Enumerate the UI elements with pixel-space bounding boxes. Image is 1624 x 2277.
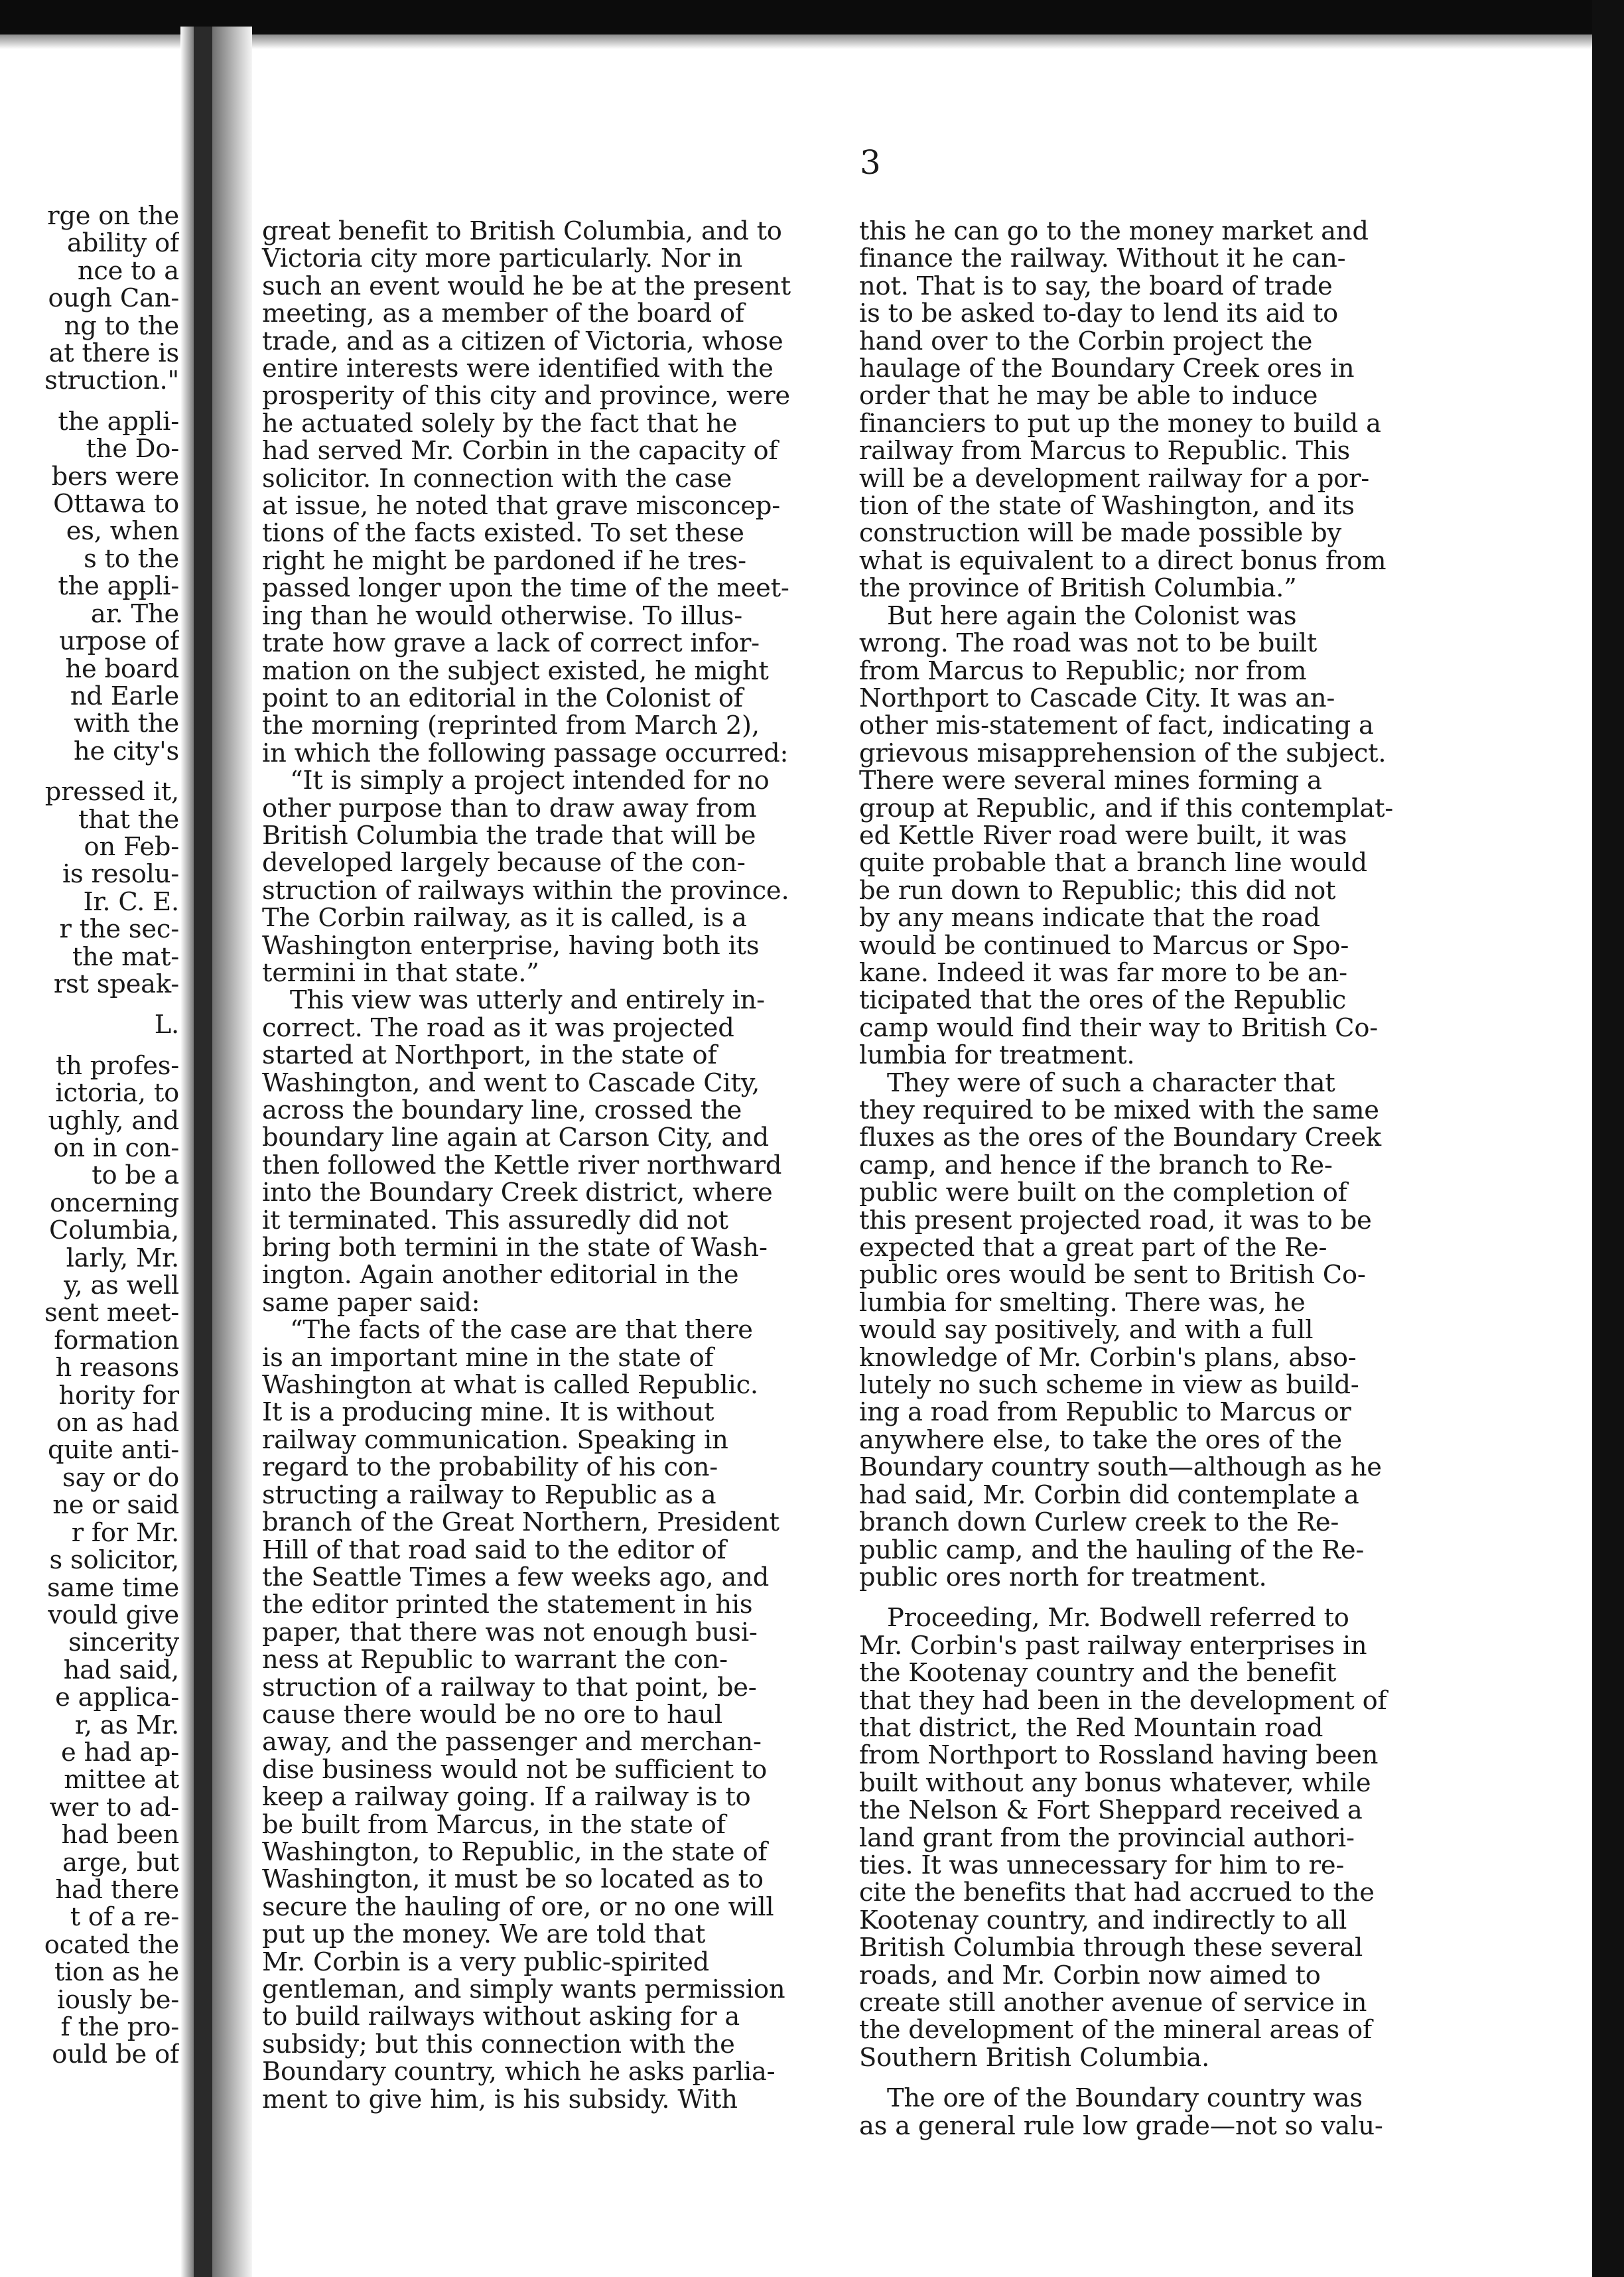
text-line: had said, Mr. Corbin did contemplate a — [859, 1480, 1359, 1510]
fragment-line: sent meet- — [44, 1298, 179, 1328]
fragment-line: the appli- — [58, 571, 179, 602]
text-line: be built from Marcus, in the state of — [262, 1809, 726, 1840]
fragment-line: sincerity — [68, 1627, 179, 1658]
fragment-line: Columbia, — [48, 1215, 179, 1246]
fragment-line: mittee at — [64, 1765, 179, 1795]
text-line: knowledge of Mr. Corbin's plans, abso- — [859, 1342, 1357, 1373]
fragment-line: to be a — [92, 1160, 179, 1191]
text-line: tions of the facts existed. To set these — [262, 518, 744, 549]
fragment-line: y, as well — [64, 1271, 179, 1301]
text-line: There were several mines forming a — [859, 766, 1322, 796]
text-line: as a general rule low grade—not so valu- — [859, 2110, 1383, 2141]
text-line: bring both termini in the state of Wash- — [262, 1233, 768, 1263]
fragment-line: nd Earle — [70, 681, 179, 711]
text-line: what is equivalent to a direct bonus from — [859, 545, 1387, 576]
text-line: secure the hauling of ore, or no one will — [262, 1892, 774, 1922]
text-line: this he can go to the money market and — [859, 216, 1369, 246]
fragment-line: tion as he — [54, 1957, 179, 1988]
text-line: boundary line again at Carson City, and — [262, 1123, 769, 1153]
text-line: structing a railway to Republic as a — [262, 1480, 716, 1510]
middle-text-column — [262, 218, 846, 2113]
fragment-line: on in con- — [53, 1133, 179, 1163]
text-line: meeting, as a member of the board of — [262, 299, 744, 329]
text-line: Kootenay country, and indirectly to all — [859, 1905, 1347, 1935]
text-line: camp, and hence if the branch to Re- — [859, 1150, 1333, 1180]
fragment-line: nce to a — [77, 255, 179, 286]
text-line: trade, and as a citizen of Victoria, whose — [262, 326, 783, 356]
text-line: great benefit to British Columbia, and to — [262, 216, 782, 246]
fragment-line: r the sec- — [59, 914, 179, 945]
fragment-line: with the — [74, 709, 179, 739]
text-line: would say positively, and with a full — [859, 1315, 1314, 1346]
fragment-line: the Do- — [86, 434, 179, 464]
text-line: termini in that state.” — [262, 957, 539, 988]
fragment-line: the appli- — [58, 406, 179, 437]
fragment-line: same time — [47, 1572, 179, 1603]
fragment-line: arge, but — [62, 1847, 179, 1878]
text-line: the Nelson & Fort Sheppard received a — [859, 1795, 1363, 1826]
fragment-line: rge on the — [47, 202, 179, 231]
text-line: Washington, and went to Cascade City, — [262, 1068, 760, 1098]
text-line: Mr. Corbin's past railway enterprises in — [859, 1630, 1367, 1661]
text-line: lumbia for treatment. — [859, 1040, 1135, 1071]
text-line: Washington enterprise, having both its — [262, 930, 760, 961]
text-line: then followed the Kettle river northward — [262, 1150, 782, 1180]
text-line: But here again the Colonist was — [887, 600, 1297, 631]
text-line: Mr. Corbin is a very public-spirited — [262, 1947, 710, 1977]
text-line: ties. It was unnecessary for him to re- — [859, 1850, 1345, 1880]
text-line: that district, the Red Mountain road — [859, 1712, 1323, 1743]
text-line: Victoria city more particularly. Nor in — [262, 243, 742, 274]
text-line: construction will be made possible by — [859, 518, 1341, 549]
paragraph — [262, 1316, 846, 2113]
fragment-line: Ir. C. E. — [83, 886, 179, 917]
text-line: by any means indicate that the road — [859, 903, 1320, 933]
scan-right-border — [1592, 0, 1624, 2277]
text-line: quite probable that a branch line would — [859, 848, 1367, 878]
fragment-line: r, as Mr. — [74, 1710, 179, 1740]
page-gutter-binding — [194, 27, 212, 2277]
fragment-line: ocated the — [44, 1929, 179, 1960]
text-line: the morning (reprinted from March 2), — [262, 711, 760, 741]
paragraph — [859, 1070, 1469, 1592]
text-line: Boundary country, which he asks parlia- — [262, 2057, 776, 2087]
text-line: lumbia for smelting. There was, he — [859, 1287, 1306, 1318]
fragment-line: es, when — [66, 516, 179, 547]
fragment-line: quite anti- — [47, 1435, 179, 1466]
text-line: ticipated that the ores of the Republic — [859, 985, 1347, 1016]
text-line: struction of railways within the province. — [262, 875, 789, 906]
page-gutter-left — [180, 27, 194, 2277]
text-line: Proceeding, Mr. Bodwell referred to — [887, 1603, 1349, 1633]
text-line: The Corbin railway, as it is called, is a — [262, 903, 747, 933]
text-line: dise business would not be sufficient to — [262, 1754, 768, 1785]
fragment-line: L. — [154, 1010, 179, 1040]
text-line: the editor printed the statement in his — [262, 1590, 753, 1620]
fragment-line: rst speak- — [53, 969, 179, 999]
fragment-line: hority for — [58, 1380, 179, 1411]
text-line: cause there would be no ore to haul — [262, 1699, 722, 1730]
page-gutter-shadow — [212, 27, 252, 2277]
text-line: from Marcus to Republic; nor from — [859, 656, 1307, 686]
text-line: “It is simply a project intended for no — [290, 766, 770, 796]
fragment-line: iously be- — [56, 1984, 179, 2015]
text-line: Washington, it must be so located as to — [262, 1864, 764, 1895]
text-line: order that he may be able to induce — [859, 381, 1318, 411]
fragment-line: s solicitor, — [49, 1545, 179, 1576]
fragment-line: on Feb- — [84, 831, 179, 862]
fragment-line: on as had — [56, 1408, 179, 1438]
text-line: hand over to the Corbin project the — [859, 326, 1313, 356]
text-line: haulage of the Boundary Creek ores in — [859, 354, 1355, 384]
fragment-line: he city's — [74, 736, 179, 766]
fragment-line: f the pro- — [60, 2012, 179, 2042]
fragment-line: h reasons — [55, 1353, 179, 1383]
page-number: 3 — [860, 143, 881, 182]
text-line: lutely no such scheme in view as build- — [859, 1370, 1359, 1401]
text-line: wrong. The road was not to be built — [859, 628, 1318, 659]
fragment-line: is resolu- — [62, 859, 179, 890]
text-line: It is a producing mine. It is without — [262, 1397, 714, 1428]
fragment-line: at there is — [48, 338, 179, 369]
text-line: finance the railway. Without it he can- — [859, 243, 1346, 274]
text-line: be run down to Republic; this did not — [859, 875, 1336, 906]
fragment-line: say or do — [62, 1462, 179, 1493]
fragment-line: ar. The — [90, 598, 179, 629]
right-text-column — [859, 218, 1469, 2140]
fragment-line: Ottawa to — [53, 489, 179, 519]
text-line: public ores would be sent to British Co- — [859, 1260, 1366, 1290]
paragraph — [859, 602, 1469, 1070]
text-line: Boundary country south—although as he — [859, 1452, 1382, 1483]
paragraph — [262, 987, 846, 1316]
text-line: anywhere else, to take the ores of the — [859, 1424, 1342, 1455]
text-line: railway from Marcus to Republic. This — [859, 436, 1351, 466]
text-line: ed Kettle River road were built, it was — [859, 820, 1347, 851]
text-line: away, and the passenger and merchan- — [262, 1727, 762, 1758]
paragraph — [859, 1604, 1469, 2071]
paragraph — [262, 767, 846, 987]
text-line: This view was utterly and entirely in- — [290, 985, 765, 1016]
text-line: across the boundary line, crossed the — [262, 1095, 742, 1125]
text-line: camp would find their way to British Co- — [859, 1012, 1379, 1043]
text-line: correct. The road as it was projected — [262, 1012, 734, 1043]
fragment-line: ability of — [67, 228, 179, 259]
text-line: the development of the mineral areas of — [859, 2015, 1372, 2045]
text-line: kane. Indeed it was far more to be an- — [859, 957, 1347, 988]
text-line: “The facts of the case are that there — [290, 1315, 753, 1346]
fragment-line: pressed it, — [44, 777, 179, 807]
fragment-line: he board — [65, 654, 179, 684]
text-line: land grant from the provincial authori- — [859, 1823, 1355, 1853]
text-line: developed largely because of the con- — [262, 848, 746, 878]
text-line: into the Boundary Creek district, where — [262, 1178, 773, 1208]
fragment-line: struction." — [44, 366, 179, 396]
text-line: would be continued to Marcus or Spo- — [859, 930, 1349, 961]
text-line: built without any bonus whatever, while — [859, 1767, 1371, 1798]
text-line: public camp, and the hauling of the Re- — [859, 1535, 1365, 1565]
text-line: Hill of that road said to the editor of — [262, 1535, 726, 1565]
fragment-line: vould give — [48, 1600, 179, 1630]
text-line: ing than he would otherwise. To illus- — [262, 600, 743, 631]
text-line: right he might be pardoned if he tres- — [262, 545, 746, 576]
text-line: Southern British Columbia. — [859, 2042, 1210, 2073]
text-line: British Columbia the trade that will be — [262, 820, 756, 851]
text-line: other mis-statement of fact, indicating a — [859, 711, 1374, 741]
text-line: such an event would he be at the present — [262, 271, 791, 301]
text-line: Northport to Cascade City. It was an- — [859, 683, 1335, 713]
fragment-line: ng to the — [64, 310, 179, 341]
text-line: passed longer upon the time of the meet- — [262, 573, 789, 604]
text-line: in which the following passage occurred: — [262, 738, 789, 768]
text-line: Washington at what is called Republic. — [262, 1370, 758, 1401]
fragment-line: had said, — [63, 1655, 179, 1685]
fragment-line: s to the — [84, 543, 179, 574]
text-line: started at Northport, in the state of — [262, 1040, 717, 1071]
text-line: branch of the Great Northern, President — [262, 1507, 779, 1538]
text-line: British Columbia through these several — [859, 1933, 1363, 1963]
text-line: entire interests were identified with the — [262, 354, 774, 384]
text-line: the Kootenay country and the benefit — [859, 1658, 1337, 1689]
text-line: gentleman, and simply wants permission — [262, 1974, 785, 2004]
text-line: he actuated solely by the fact that he — [262, 408, 738, 439]
text-line: ing a road from Republic to Marcus or — [859, 1397, 1351, 1428]
text-line: financiers to put up the money to build a — [859, 408, 1381, 439]
text-line: prosperity of this city and province, were — [262, 381, 790, 411]
fragment-line: that the — [78, 804, 179, 835]
text-line: public ores north for treatment. — [859, 1562, 1267, 1592]
fragment-line: the mat- — [72, 941, 179, 972]
fragment-line: ictoria, to — [55, 1078, 179, 1109]
fragment-line: urpose of — [59, 626, 179, 657]
text-line: struction of a railway to that point, be- — [262, 1672, 757, 1702]
text-line: that they had been in the development of — [859, 1685, 1387, 1716]
text-line: is an important mine in the state of — [262, 1342, 714, 1373]
fragment-line: ould be of — [52, 2039, 179, 2069]
text-line: group at Republic, and if this contemplat- — [859, 793, 1394, 823]
paragraph — [262, 218, 846, 767]
paragraph — [859, 218, 1469, 602]
text-line: not. That is to say, the board of trade — [859, 271, 1333, 301]
text-line: ness at Republic to warrant the con- — [262, 1645, 728, 1675]
text-line: The ore of the Boundary country was — [887, 2083, 1363, 2114]
fragment-line: e had ap- — [61, 1737, 179, 1767]
text-line: subsidy; but this connection with the — [262, 2029, 735, 2059]
text-line: this present projected road, it was to be — [859, 1205, 1372, 1235]
text-line: keep a railway going. If a railway is to — [262, 1782, 751, 1813]
text-line: railway communication. Speaking in — [262, 1424, 728, 1455]
text-line: they required to be mixed with the same — [859, 1095, 1379, 1125]
text-line: mation on the subject existed, he might — [262, 656, 769, 686]
text-line: roads, and Mr. Corbin now aimed to — [859, 1960, 1321, 1990]
text-line: grievous misapprehension of the subject. — [859, 738, 1387, 768]
text-line: fluxes as the ores of the Boundary Creek — [859, 1123, 1381, 1153]
fragment-line: r for Mr. — [71, 1517, 179, 1548]
text-line: it terminated. This assuredly did not — [262, 1205, 728, 1235]
text-line: Washington, to Republic, in the state of — [262, 1836, 768, 1867]
fragment-line: e applica- — [55, 1683, 179, 1713]
text-line: the Seattle Times a few weeks ago, and — [262, 1562, 770, 1592]
fragment-line: oncerning — [50, 1188, 179, 1218]
text-line: put up the money. We are told that — [262, 1919, 706, 1950]
fragment-line: larly, Mr. — [66, 1243, 179, 1273]
fragment-line: bers were — [51, 461, 179, 492]
fragment-line: ough Can- — [48, 283, 179, 314]
paragraph — [859, 2085, 1469, 2140]
text-line: the province of British Columbia.” — [859, 573, 1297, 604]
fragment-line: th profes- — [56, 1050, 179, 1081]
text-line: paper, that there was not enough busi- — [262, 1617, 758, 1647]
text-line: solicitor. In connection with the case — [262, 463, 732, 494]
text-line: is to be asked to-day to lend its aid to — [859, 299, 1338, 329]
fragment-line: ne or said — [52, 1490, 179, 1521]
text-line: regard to the probability of his con- — [262, 1452, 718, 1483]
text-line: at issue, he noted that grave misconcep- — [262, 491, 781, 521]
text-line: had served Mr. Corbin in the capacity of — [262, 436, 778, 466]
fragment-line: had been — [61, 1820, 179, 1850]
text-line: ment to give him, is his subsidy. With — [262, 2084, 738, 2114]
fragment-line: formation — [54, 1325, 179, 1355]
fragment-line: had there — [55, 1874, 179, 1905]
text-line: create still another avenue of service in — [859, 1988, 1367, 2018]
text-line: other purpose than to draw away from — [262, 793, 757, 823]
text-line: cite the benefits that had accrued to the — [859, 1878, 1375, 1908]
text-line: trate how grave a lack of correct infor- — [262, 628, 760, 659]
text-line: ington. Again another editorial in the — [262, 1260, 739, 1290]
text-line: same paper said: — [262, 1287, 480, 1318]
text-line: They were of such a character that — [887, 1068, 1335, 1098]
fragment-line: ughly, and — [48, 1105, 179, 1136]
text-line: tion of the state of Washington, and its — [859, 491, 1355, 521]
fragment-line: wer to ad- — [49, 1792, 179, 1823]
text-line: branch down Curlew creek to the Re- — [859, 1507, 1339, 1538]
text-line: expected that a great part of the Re- — [859, 1233, 1327, 1263]
left-page-fragment-column — [0, 202, 179, 2069]
text-line: will be a development railway for a por- — [859, 463, 1370, 494]
fragment-line: t of a re- — [70, 1902, 179, 1933]
text-line: to build railways without asking for a — [262, 2002, 740, 2032]
text-line: public were built on the completion of — [859, 1178, 1347, 1208]
text-line: point to an editorial in the Colonist of — [262, 683, 743, 713]
text-line: from Northport to Rossland having been — [859, 1740, 1379, 1771]
